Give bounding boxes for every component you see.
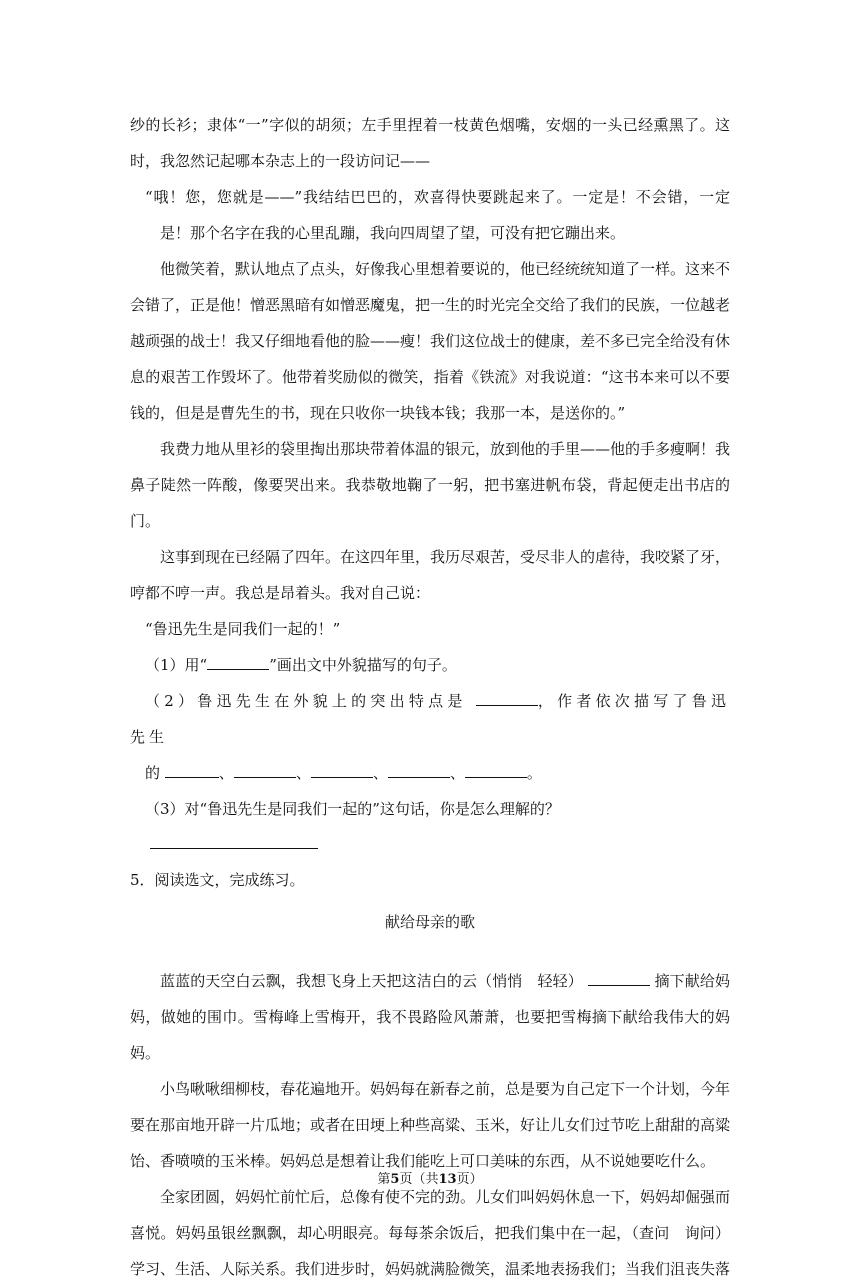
question-1 [130, 647, 730, 683]
question-1-prefix: （1）用“ [145, 656, 208, 674]
question-1-blank[interactable] [207, 653, 269, 670]
article-paragraph-1-suffix: 摘下献给妈妈，做她的围巾。雪梅峰上雪梅开，我不畏路险风萧萧，也要把雪梅摘下献给我伟大的妈妈。 [130, 972, 730, 1062]
separator: 、 [372, 764, 388, 782]
footer-suffix: 页） [456, 1172, 483, 1187]
total-pages: 13 [438, 1172, 457, 1187]
passage-paragraph-5: 这事到现在已经隔了四年。在这四年里，我历尽艰苦，受尽非人的虐待，我咬紧了牙，哼都不哼一声。我总是昂着头。我对自己说： [130, 548, 731, 602]
article-paragraph-3: 全家团圆，妈妈忙前忙后，总像有使不完的劲。儿女们叫妈妈休息一下，妈妈却倔强而喜悦。妈妈虽银丝飘飘，却心明眼亮。每每茶余饭后，把我们集中在一起，（查问 询问）学习、生活、人际关系。我们进步时，妈妈就满脸微笑，温柔地表扬我们；当我们沮丧失落 [130, 1188, 731, 1278]
article-paragraph-1 [130, 963, 730, 1071]
section-5-heading: 5．阅读选文，完成练习。 [130, 871, 305, 889]
passage-paragraph-6: “鲁迅先生是同我们一起的！” [145, 620, 341, 638]
article-paragraph-2: 小鸟啾啾细柳枝，春花遍地开。妈妈每在新春之前，总是要为自己定下一个计划，今年要在那亩地开辟一片瓜地；或者在田埂上种些高粱、玉米，好让儿女们过节吃上甜甜的高粱饴、香喷喷的玉米棒。妈妈总是想着让我们能吃上可口美味的东西，从不说她要吃什么。 [130, 1080, 731, 1170]
question-3: （3）对“鲁迅先生是同我们一起的”这句话，你是怎么理解的？ [145, 800, 560, 818]
question-2-prefix: （2）鲁迅先生在外貌上的突出特点是 [145, 692, 467, 710]
page-footer [0, 1170, 860, 1190]
article-title: 献给母亲的歌 [384, 913, 475, 931]
question-2-line-2 [130, 755, 730, 791]
question-2 [130, 683, 730, 755]
footer-prefix: 第 [377, 1172, 391, 1187]
separator: 、 [449, 764, 465, 782]
passage-paragraph-4: 我费力地从里衫的袋里掏出那块带着体温的银元，放到他的手里——他的手多瘦啊！我鼻子陡然一阵酸，像要哭出来。我恭敬地鞠了一躬，把书塞进帆布袋，背起便走出书店的门。 [130, 440, 731, 530]
article-blank-1[interactable] [588, 969, 650, 986]
question-2-blank-1[interactable] [165, 761, 219, 778]
separator: 、 [295, 764, 311, 782]
passage-paragraph-2: “哦！您，您就是——”我结结巴巴的，欢喜得快要跳起来了。一定是！不会错，一定是！那个名字在我的心里乱蹦，我向四周望了望，可没有把它蹦出来。 [145, 188, 730, 242]
footer-middle: 页（共 [399, 1172, 439, 1187]
question-2-blank-feature[interactable] [476, 689, 538, 706]
page-content [130, 107, 730, 1287]
question-2-blank-5[interactable] [465, 761, 527, 778]
period: 。 [526, 764, 542, 782]
question-2-blank-2[interactable] [234, 761, 296, 778]
page-number: 5 [390, 1172, 400, 1187]
question-2-blank-3[interactable] [311, 761, 373, 778]
passage-paragraph-1: 纱的长衫；隶体“一”字似的胡须；左手里捏着一枝黄色烟嘴，安烟的一头已经熏黑了。这时，我忽然记起哪本杂志上的一段访问记—— [130, 116, 730, 170]
article-paragraph-1-prefix: 蓝蓝的天空白云飘，我想飞身上天把这洁白的云（悄悄 轻轻） [160, 972, 583, 990]
passage-paragraph-3: 他微笑着，默认地点了点头，好像我心里想着要说的，他已经统统知道了一样。这来不会错了，正是他！憎恶黑暗有如憎恶魔鬼，把一生的时光完全交给了我们的民族，一位越老越顽强的战士！我又仔细地看他的脸——瘦！我们这位战士的健康，差不多已完全给没有休息的艰苦工作毁坏了。他带着奖励似的微笑，指着《铁流》对我说道：“这书本来可以不要钱的，但是是曹先生的书，现在只收你一块钱本钱；我那一本，是送你的。” [130, 260, 731, 422]
question-2-blank-4[interactable] [388, 761, 450, 778]
separator: 、 [218, 764, 234, 782]
question-1-suffix: ”画出文中外貌描写的句子。 [269, 656, 457, 674]
question-2-middle: ，作者依次描写了鲁迅先生 [130, 692, 730, 746]
question-2-de: 的 [145, 764, 161, 782]
question-3-answer-line[interactable] [150, 847, 318, 849]
